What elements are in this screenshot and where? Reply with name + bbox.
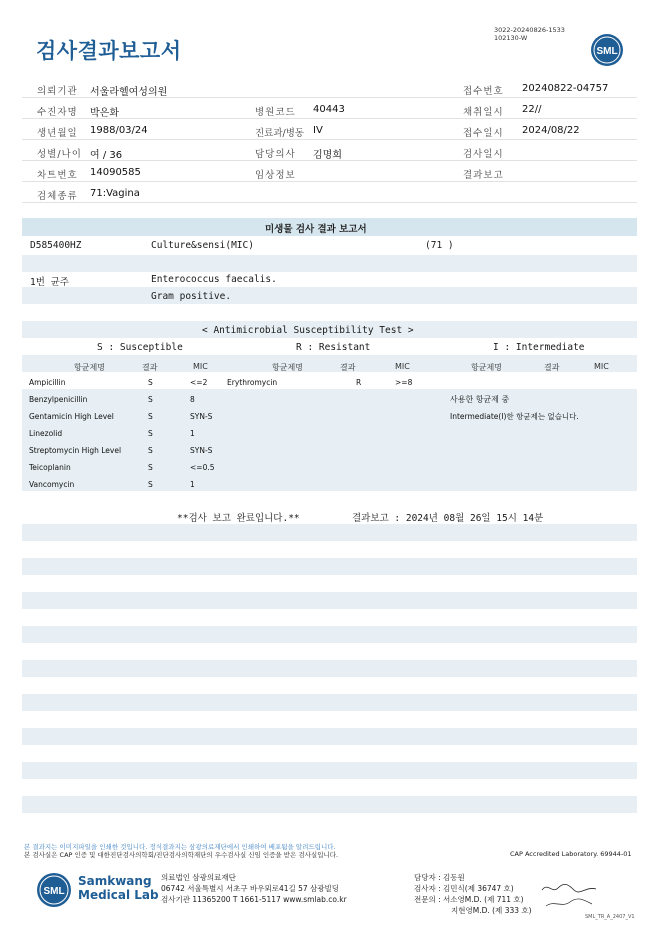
ast-cell-mic: 1 (190, 480, 195, 489)
section-title: 미생물 검사 결과 보고서 (265, 224, 367, 235)
staff-2: 검사자 : 김민식(제 36747 호) (414, 884, 514, 893)
ast-cell-drug: Erythromycin (227, 378, 278, 387)
ast-header-drug: 항균제명 (74, 363, 105, 372)
sml-logo-icon (590, 33, 624, 67)
report-title: 검사결과보고서 (36, 39, 182, 63)
stripe-band (22, 762, 637, 779)
completion-message: **검사 보고 완료입니다.** (177, 513, 300, 524)
document-code-1: 3022-20240826-1533 (494, 26, 565, 34)
svg-text:SML: SML (596, 46, 618, 57)
ast-cell-mic: SYN-S (190, 446, 213, 455)
ast-cell-mic: >=8 (395, 378, 413, 387)
intermediate-note-2: Intermediate(I)한 항균제는 없습니다. (450, 412, 579, 421)
info-row-3 (22, 120, 637, 140)
dept-value: IV (313, 125, 323, 136)
form-code: SML_TR_A_2407_V1 (585, 914, 635, 920)
info-row-2 (22, 99, 637, 119)
test-specimen: (71 ) (425, 240, 454, 251)
ast-header-mic: MIC (594, 362, 609, 371)
info-row-6 (22, 183, 637, 203)
lab-name-line-2: Medical Lab (78, 888, 159, 902)
test-date-label: 검사일시 (463, 149, 504, 160)
ast-cell-result: S (148, 463, 153, 472)
birth-label: 생년월일 (37, 128, 78, 139)
test-code: D585400HZ (30, 240, 82, 251)
lab-info-line-1: 의료법인 삼광의료재단 (161, 873, 236, 882)
ast-cell-mic: SYN-S (190, 412, 213, 421)
receipt-date-label: 접수일시 (463, 128, 504, 139)
ward-code-value: 40443 (313, 104, 345, 115)
ward-code-label: 병원코드 (255, 107, 296, 118)
stripe-band (22, 728, 637, 745)
legend-intermediate: I : Intermediate (493, 342, 585, 353)
stripe-band (22, 694, 637, 711)
stripe-band (22, 255, 637, 272)
ast-title: < Antimicrobial Susceptibility Test > (202, 325, 414, 336)
stripe-band (22, 626, 637, 643)
ast-cell-mic: <=0.5 (190, 463, 215, 472)
ast-cell-drug: Streptomycin High Level (29, 446, 122, 455)
doctor-value: 김명희 (313, 150, 342, 161)
receipt-date-value: 2024/08/22 (522, 125, 580, 136)
receipt-no-label: 접수번호 (463, 86, 504, 97)
ast-header-result: 결과 (142, 363, 158, 372)
organism-name: Enterococcus faecalis. (151, 274, 277, 285)
ast-cell-drug: Linezolid (29, 429, 63, 438)
legend-susceptible: S : Susceptible (97, 342, 183, 353)
ast-cell-mic: 1 (190, 429, 195, 438)
institution-label: 의뢰기관 (37, 86, 78, 97)
clinical-label: 임상정보 (255, 170, 296, 181)
sex-age-value: 여 / 36 (90, 150, 123, 161)
stripe-band (22, 524, 637, 541)
ast-header-mic: MIC (395, 362, 410, 371)
ast-header-result: 결과 (544, 363, 560, 372)
dept-label: 진료과/병동 (255, 128, 305, 139)
ast-header-mic: MIC (193, 362, 208, 371)
ast-cell-drug: Gentamicin High Level (29, 412, 114, 421)
samkwang-logo-icon (36, 872, 72, 908)
ast-cell-drug: Benzylpenicillin (29, 395, 88, 404)
signature-icon (540, 880, 600, 910)
legend-resistant: R : Resistant (296, 342, 371, 353)
sex-age-label: 성별/나이 (37, 149, 82, 160)
ast-cell-drug: Teicoplanin (29, 463, 71, 472)
staff-list (414, 872, 532, 916)
stripe-band (22, 389, 637, 406)
stripe-band (22, 796, 637, 813)
name-label: 수진자명 (37, 107, 78, 118)
lab-info-line-2: 06742 서울특별시 서초구 바우뫼로41길 57 삼광빌딩 (161, 884, 340, 893)
ast-cell-drug: Ampicillin (29, 378, 66, 387)
chart-no-value: 14090585 (90, 167, 141, 178)
receipt-no-value: 20240822-04757 (522, 83, 609, 94)
stripe-band (22, 287, 637, 304)
ast-cell-mic: 8 (190, 395, 195, 404)
test-name: Culture&sensi(MIC) (151, 240, 254, 251)
document-code-2: 102130-W (494, 34, 528, 42)
birth-value: 1988/03/24 (90, 125, 148, 136)
stripe-band (22, 423, 637, 440)
stripe-band (22, 558, 637, 575)
staff-3: 전문의 : 서소영M.D. (제 711 호) (414, 895, 524, 904)
institution-value: 서울라헬여성의원 (90, 87, 168, 98)
ast-cell-mic: <=2 (190, 378, 208, 387)
staff-4: 지현영M.D. (제 333 호) (451, 906, 532, 915)
chart-no-label: 차트번호 (37, 170, 78, 181)
stripe-band (22, 592, 637, 609)
ast-cell-result: S (148, 480, 153, 489)
footer-notice-print: 본 결과지는 이미지파일을 인쇄한 것입니다. 정식결과지는 삼광의료재단에서 인쇄하여 배포됨을 알려드립니다. (24, 843, 336, 851)
stripe-band (22, 457, 637, 474)
ast-cell-result: S (148, 412, 153, 421)
ast-cell-result: R (356, 378, 362, 387)
stripe-band (22, 660, 637, 677)
ast-header-result: 결과 (340, 363, 356, 372)
specimen-value: 71:Vagina (90, 188, 140, 199)
specimen-label: 검체종류 (37, 191, 78, 202)
staff-1: 담당자 : 김동원 (414, 873, 465, 882)
intermediate-note-1: 사용한 항균제 중 (450, 395, 510, 404)
ast-cell-result: S (148, 429, 153, 438)
ast-header-drug: 항균제명 (471, 363, 502, 372)
doctor-label: 담당의사 (255, 149, 296, 160)
stripe-band (22, 474, 637, 491)
lab-name (78, 874, 159, 902)
report-label: 결과보고 (463, 170, 504, 181)
ast-cell-drug: Vancomycin (29, 480, 75, 489)
collect-date-label: 채취일시 (463, 107, 504, 118)
collect-date-value: 22// (522, 104, 542, 115)
svg-text:SML: SML (43, 886, 65, 897)
ast-cell-result: S (148, 378, 153, 387)
ast-cell-result: S (148, 446, 153, 455)
ast-cell-result: S (148, 395, 153, 404)
lab-info-line-3: 검사기관 11365200 T 1661-5117 www.smlab.co.kr (161, 895, 347, 904)
cap-accreditation: CAP Accredited Laboratory. 69944-01 (510, 850, 632, 858)
organism-label: 1번 균주 (30, 277, 69, 288)
ast-header-drug: 항균제명 (272, 363, 303, 372)
footer-notice-cap: 본 검사실은 CAP 인증 및 대한진단검사의학회/진단검사의학재단의 우수검사실 신임 인증을 받은 검사실입니다. (24, 851, 339, 859)
lab-name-line-1: Samkwang (78, 874, 152, 888)
name-value: 박은화 (90, 108, 119, 119)
info-row-5 (22, 162, 637, 182)
gram-stain: Gram positive. (151, 291, 232, 302)
lab-info (161, 872, 347, 905)
document-code (494, 26, 565, 42)
info-row-4 (22, 141, 637, 161)
info-row-1 (22, 78, 637, 98)
report-time: 결과보고 : 2024년 08월 26일 15시 14분 (352, 513, 544, 524)
